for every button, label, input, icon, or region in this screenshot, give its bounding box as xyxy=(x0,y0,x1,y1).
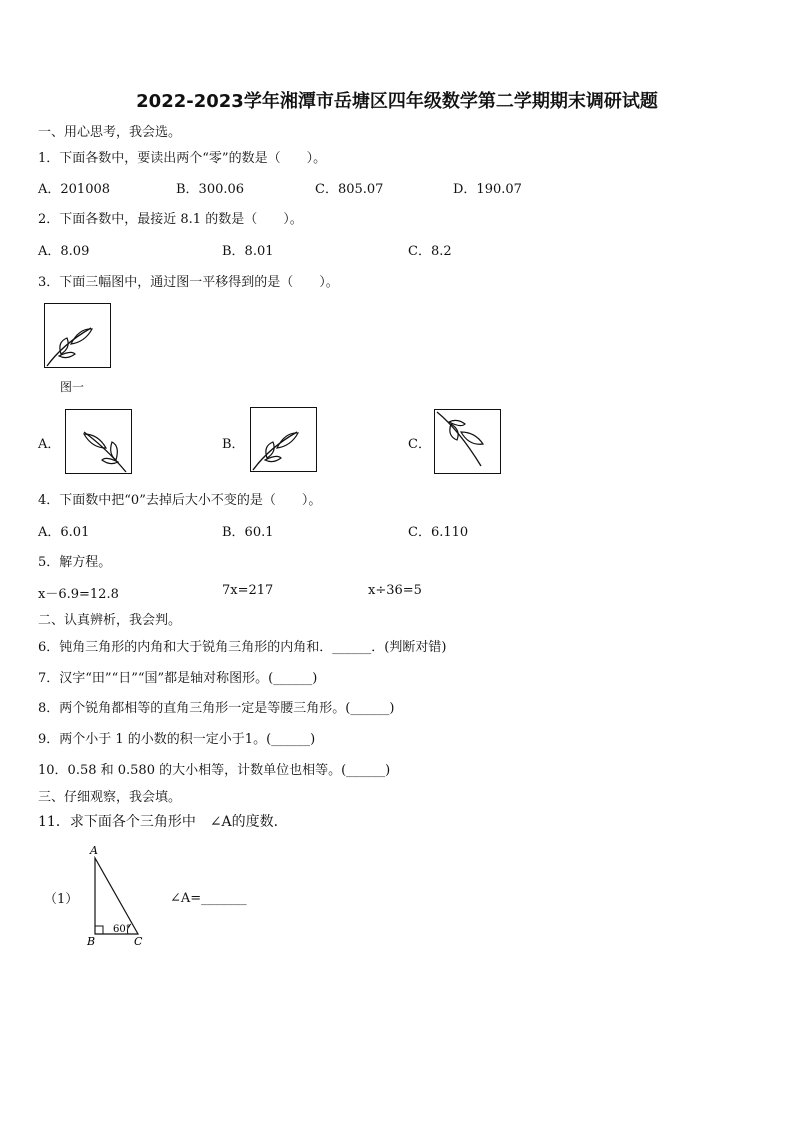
question-10: 10．0.58 和 0.580 的大小相等，计数单位也相等。(______) xyxy=(38,763,391,778)
question-3-option-a-label: A． xyxy=(38,437,61,452)
question-7: 7．汉字“田”“日”“国”都是轴对称图形。(______) xyxy=(38,671,318,686)
question-11-stem: 11．求下面各个三角形中 ∠A的度数． xyxy=(38,814,288,830)
question-3-option-c-label: C． xyxy=(408,437,431,452)
equation-3: x÷36=5 xyxy=(368,583,422,598)
section-heading-2: 二、认真辨析，我会判。 xyxy=(38,613,182,628)
vertex-b-label: B xyxy=(87,935,96,948)
question-3-option-b-label: B． xyxy=(222,437,245,452)
equation-1: x－6.9=12.8 xyxy=(38,587,119,602)
question-2-stem: 2．下面各数中，最接近 8.1 的数是（ ）。 xyxy=(38,212,303,227)
section-heading-1: 一、用心思考，我会选。 xyxy=(38,125,182,140)
question-4-option-b: B．60.1 xyxy=(222,525,274,540)
branch-icon xyxy=(66,410,131,473)
question-1-option-b: B．300.06 xyxy=(176,182,245,197)
branch-icon xyxy=(435,410,500,473)
vertex-c-label: C xyxy=(134,935,143,948)
question-11-part-label: （1） xyxy=(44,892,79,907)
question-2-option-b: B．8.01 xyxy=(222,244,274,259)
page-title: 2022-2023学年湘潭市岳塘区四年级数学第二学期期末调研试题 xyxy=(136,91,658,112)
question-4-option-a: A．6.01 xyxy=(38,525,90,540)
angle-c-label: 60° xyxy=(113,924,131,935)
option-b-figure-box xyxy=(250,407,317,472)
option-a-figure-box xyxy=(65,409,132,474)
equation-2: 7x=217 xyxy=(222,583,274,598)
branch-icon xyxy=(251,408,316,471)
question-5-stem: 5．解方程。 xyxy=(38,555,112,570)
section-heading-3: 三、仔细观察，我会填。 xyxy=(38,790,182,805)
question-8: 8．两个锐角都相等的直角三角形一定是等腰三角形。(______) xyxy=(38,701,395,716)
right-triangle-figure xyxy=(84,842,154,950)
question-9: 9．两个小于 1 的小数的积一定小于1。(______) xyxy=(38,732,316,747)
branch-icon xyxy=(45,304,110,367)
question-4-option-c: C．6.110 xyxy=(408,525,469,540)
question-1-option-d: D．190.07 xyxy=(453,182,522,197)
question-4-stem: 4．下面数中把“0”去掉后大小不变的是（ ）。 xyxy=(38,493,322,508)
question-2-option-c: C．8.2 xyxy=(408,244,452,259)
option-c-figure-box xyxy=(434,409,501,474)
figure-one-box xyxy=(44,303,111,368)
angle-a-answer: ∠A=_______ xyxy=(170,891,247,906)
vertex-a-label: A xyxy=(90,844,98,857)
question-1-option-a: A．201008 xyxy=(38,182,111,197)
question-1-option-c: C．805.07 xyxy=(315,182,384,197)
question-3-stem: 3．下面三幅图中，通过图一平移得到的是（ ）。 xyxy=(38,275,339,290)
figure-one-caption: 图一 xyxy=(60,380,85,394)
question-2-option-a: A．8.09 xyxy=(38,244,90,259)
question-6: 6．钝角三角形的内角和大于锐角三角形的内角和．______．(判断对错) xyxy=(38,640,447,655)
question-1-stem: 1．下面各数中，要读出两个“零”的数是（ ）。 xyxy=(38,151,327,166)
